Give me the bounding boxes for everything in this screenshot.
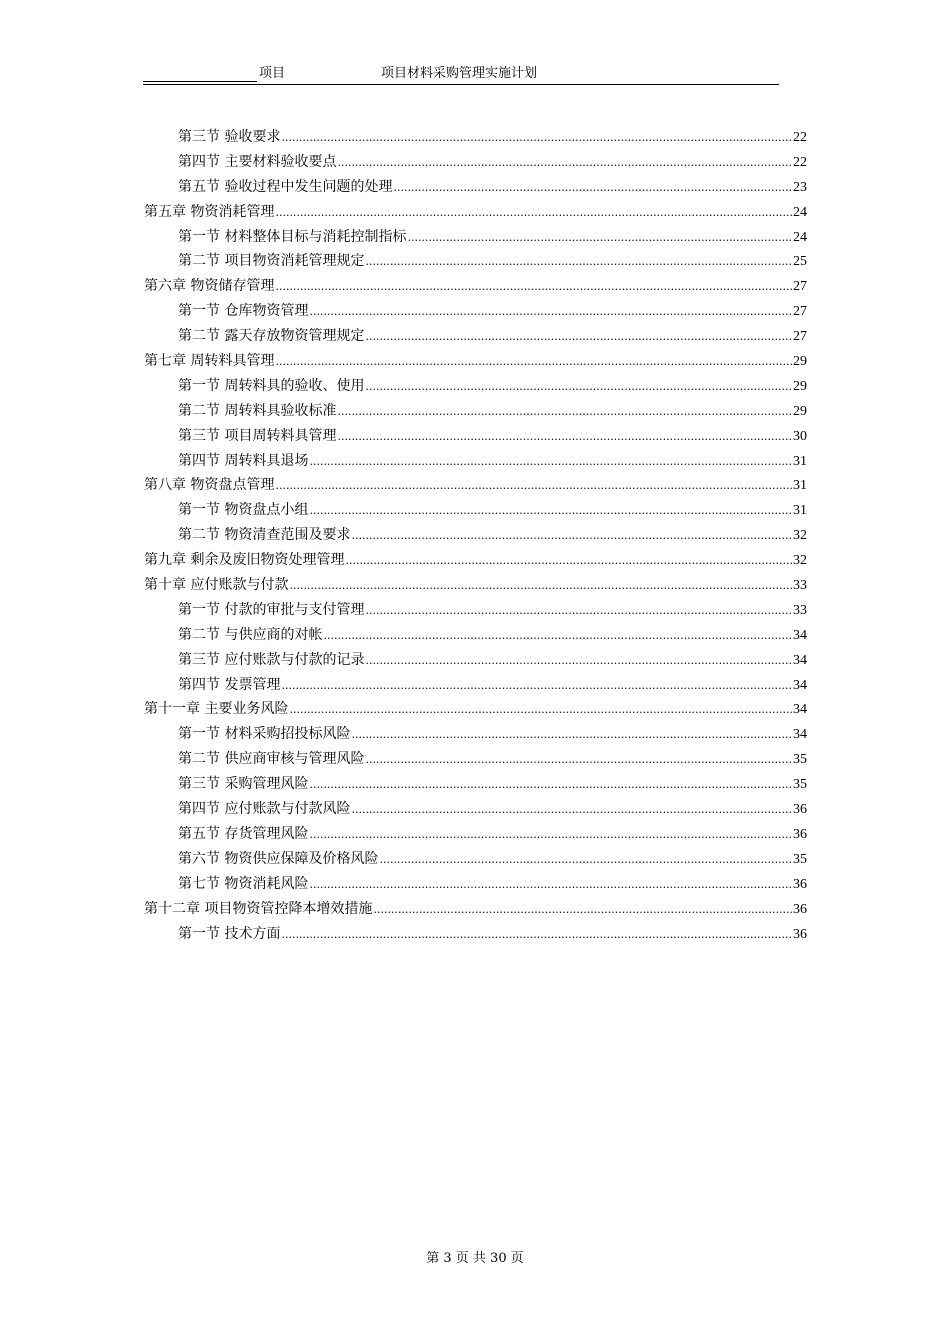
toc-page-number: 36 bbox=[793, 901, 807, 917]
toc-chapter-entry[interactable] bbox=[144, 349, 807, 374]
toc-section-entry[interactable] bbox=[144, 324, 807, 349]
toc-page-number: 34 bbox=[793, 652, 807, 668]
toc-section-entry[interactable] bbox=[144, 747, 807, 772]
toc-entry-title: 第二节 物资清查范围及要求 bbox=[178, 527, 351, 544]
toc-section-entry[interactable] bbox=[144, 374, 807, 399]
toc-chapter-entry[interactable] bbox=[144, 697, 807, 722]
toc-section-entry[interactable] bbox=[144, 922, 807, 947]
toc-dot-leader bbox=[373, 898, 792, 923]
toc-dot-leader bbox=[407, 226, 792, 251]
toc-page-number: 36 bbox=[793, 802, 807, 818]
toc-section-entry[interactable] bbox=[144, 648, 807, 673]
toc-page-number: 29 bbox=[793, 378, 807, 394]
toc-entry-title: 第五章 物资消耗管理 bbox=[144, 203, 275, 220]
document-title: 项目材料采购管理实施计划 bbox=[381, 66, 538, 81]
toc-entry-title: 第七章 周转料具管理 bbox=[144, 353, 275, 370]
table-of-contents bbox=[144, 125, 807, 946]
toc-page-number: 35 bbox=[793, 752, 807, 768]
toc-dot-leader bbox=[309, 499, 792, 524]
toc-page-number: 30 bbox=[793, 428, 807, 444]
toc-dot-leader bbox=[275, 474, 792, 499]
toc-page-number: 32 bbox=[793, 528, 807, 544]
toc-chapter-entry[interactable] bbox=[144, 200, 807, 225]
toc-dot-leader bbox=[323, 624, 792, 649]
toc-entry-title: 第一节 周转料具的验收、使用 bbox=[178, 377, 365, 394]
toc-page-number: 36 bbox=[793, 926, 807, 942]
toc-page-number: 25 bbox=[793, 254, 807, 270]
toc-dot-leader bbox=[289, 698, 792, 723]
toc-page-number: 33 bbox=[793, 602, 807, 618]
toc-dot-leader bbox=[365, 649, 792, 674]
toc-entry-title: 第四节 应付账款与付款风险 bbox=[178, 801, 351, 818]
toc-section-entry[interactable] bbox=[144, 822, 807, 847]
toc-section-entry[interactable] bbox=[144, 424, 807, 449]
toc-page-number: 36 bbox=[793, 826, 807, 842]
toc-entry-title: 第一节 材料整体目标与消耗控制指标 bbox=[178, 228, 407, 245]
toc-dot-leader bbox=[275, 275, 792, 300]
toc-section-entry[interactable] bbox=[144, 498, 807, 523]
toc-dot-leader bbox=[309, 873, 792, 898]
toc-entry-title: 第三节 项目周转料具管理 bbox=[178, 427, 337, 444]
toc-entry-title: 第一节 物资盘点小组 bbox=[178, 502, 309, 519]
toc-page-number: 27 bbox=[793, 329, 807, 345]
toc-dot-leader bbox=[281, 923, 792, 948]
toc-section-entry[interactable] bbox=[144, 872, 807, 897]
toc-dot-leader bbox=[309, 450, 792, 475]
toc-entry-title: 第四节 发票管理 bbox=[178, 676, 281, 693]
toc-dot-leader bbox=[309, 823, 792, 848]
toc-dot-leader bbox=[281, 674, 792, 699]
toc-page-number: 29 bbox=[793, 354, 807, 370]
toc-section-entry[interactable] bbox=[144, 623, 807, 648]
toc-chapter-entry[interactable] bbox=[144, 548, 807, 573]
toc-page-number: 22 bbox=[793, 154, 807, 170]
toc-section-entry[interactable] bbox=[144, 598, 807, 623]
toc-entry-title: 第四节 周转料具退场 bbox=[178, 452, 309, 469]
toc-section-entry[interactable] bbox=[144, 847, 807, 872]
toc-dot-leader bbox=[337, 400, 792, 425]
page-header bbox=[143, 66, 779, 85]
toc-section-entry[interactable] bbox=[144, 449, 807, 474]
toc-dot-leader bbox=[351, 524, 792, 549]
toc-dot-leader bbox=[365, 375, 792, 400]
toc-dot-leader bbox=[289, 574, 792, 599]
toc-section-entry[interactable] bbox=[144, 299, 807, 324]
toc-section-entry[interactable] bbox=[144, 523, 807, 548]
toc-entry-title: 第一节 技术方面 bbox=[178, 925, 281, 942]
toc-dot-leader bbox=[393, 176, 792, 201]
toc-dot-leader bbox=[365, 250, 792, 275]
toc-section-entry[interactable] bbox=[144, 772, 807, 797]
toc-page-number: 31 bbox=[793, 453, 807, 469]
toc-section-entry[interactable] bbox=[144, 722, 807, 747]
toc-dot-leader bbox=[351, 723, 792, 748]
toc-section-entry[interactable] bbox=[144, 797, 807, 822]
toc-entry-title: 第十二章 项目物资管控降本增效措施 bbox=[144, 900, 373, 917]
toc-dot-leader bbox=[281, 126, 792, 151]
toc-dot-leader bbox=[365, 599, 792, 624]
toc-page-number: 24 bbox=[793, 204, 807, 220]
toc-chapter-entry[interactable] bbox=[144, 473, 807, 498]
toc-entry-title: 第二节 供应商审核与管理风险 bbox=[178, 751, 365, 768]
toc-dot-leader bbox=[309, 773, 792, 798]
project-name-blank-line bbox=[143, 66, 257, 82]
toc-entry-title: 第六节 物资供应保障及价格风险 bbox=[178, 850, 379, 867]
toc-page-number: 22 bbox=[793, 130, 807, 145]
toc-page-number: 36 bbox=[793, 876, 807, 892]
toc-section-entry[interactable] bbox=[144, 399, 807, 424]
toc-entry-title: 第一节 付款的审批与支付管理 bbox=[178, 601, 365, 618]
toc-page-number: 31 bbox=[793, 503, 807, 519]
toc-entry-title: 第五节 存货管理风险 bbox=[178, 825, 309, 842]
toc-dot-leader bbox=[309, 300, 792, 325]
toc-entry-title: 第三节 采购管理风险 bbox=[178, 776, 309, 793]
toc-section-entry[interactable] bbox=[144, 673, 807, 698]
toc-page-number: 27 bbox=[793, 279, 807, 295]
toc-page-number: 23 bbox=[793, 179, 807, 195]
toc-section-entry[interactable] bbox=[144, 175, 807, 200]
toc-page-number: 31 bbox=[793, 478, 807, 494]
project-label: 项目 bbox=[259, 66, 286, 81]
toc-dot-leader bbox=[275, 201, 792, 226]
toc-page-number: 32 bbox=[793, 553, 807, 569]
toc-dot-leader bbox=[275, 350, 792, 375]
toc-section-entry[interactable] bbox=[144, 249, 807, 274]
toc-entry-title: 第一节 仓库物资管理 bbox=[178, 303, 309, 320]
toc-entry-title: 第十章 应付账款与付款 bbox=[144, 577, 289, 594]
toc-entry-title: 第二节 与供应商的对帐 bbox=[178, 626, 323, 643]
toc-dot-leader bbox=[337, 425, 792, 450]
toc-chapter-entry[interactable] bbox=[144, 897, 807, 922]
toc-page-number: 29 bbox=[793, 403, 807, 419]
toc-entry-title: 第五节 验收过程中发生问题的处理 bbox=[178, 178, 393, 195]
toc-entry-title: 第九章 剩余及废旧物资处理管理 bbox=[144, 552, 345, 569]
toc-dot-leader bbox=[337, 151, 792, 176]
toc-chapter-entry[interactable] bbox=[144, 573, 807, 598]
toc-section-entry[interactable] bbox=[144, 150, 807, 175]
toc-dot-leader bbox=[345, 549, 792, 574]
toc-dot-leader bbox=[351, 798, 792, 823]
toc-dot-leader bbox=[365, 748, 792, 773]
toc-section-entry[interactable] bbox=[144, 125, 807, 150]
toc-chapter-entry[interactable] bbox=[144, 274, 807, 299]
toc-entry-title: 第一节 材料采购招投标风险 bbox=[178, 726, 351, 743]
toc-entry-title: 第七节 物资消耗风险 bbox=[178, 875, 309, 892]
toc-entry-title: 第六章 物资储存管理 bbox=[144, 278, 275, 295]
toc-entry-title: 第三节 验收要求 bbox=[178, 129, 281, 145]
toc-entry-title: 第四节 主要材料验收要点 bbox=[178, 153, 337, 170]
toc-page-number: 27 bbox=[793, 304, 807, 320]
toc-entry-title: 第二节 周转料具验收标准 bbox=[178, 402, 337, 419]
page-footer: 第 3 页 共 30 页 bbox=[426, 1251, 524, 1266]
toc-page-number: 33 bbox=[793, 578, 807, 594]
toc-entry-title: 第八章 物资盘点管理 bbox=[144, 477, 275, 494]
toc-page-number: 34 bbox=[793, 627, 807, 643]
toc-page-number: 35 bbox=[793, 851, 807, 867]
toc-page-number: 35 bbox=[793, 777, 807, 793]
toc-page-number: 24 bbox=[793, 229, 807, 245]
toc-dot-leader bbox=[379, 848, 792, 873]
toc-page-number: 34 bbox=[793, 677, 807, 693]
toc-page-number: 34 bbox=[793, 702, 807, 718]
toc-entry-title: 第二节 项目物资消耗管理规定 bbox=[178, 253, 365, 270]
toc-entry-title: 第十一章 主要业务风险 bbox=[144, 701, 289, 718]
toc-section-entry[interactable] bbox=[144, 225, 807, 250]
toc-entry-title: 第二节 露天存放物资管理规定 bbox=[178, 328, 365, 345]
toc-dot-leader bbox=[365, 325, 792, 350]
toc-page-number: 34 bbox=[793, 727, 807, 743]
toc-entry-title: 第三节 应付账款与付款的记录 bbox=[178, 651, 365, 668]
